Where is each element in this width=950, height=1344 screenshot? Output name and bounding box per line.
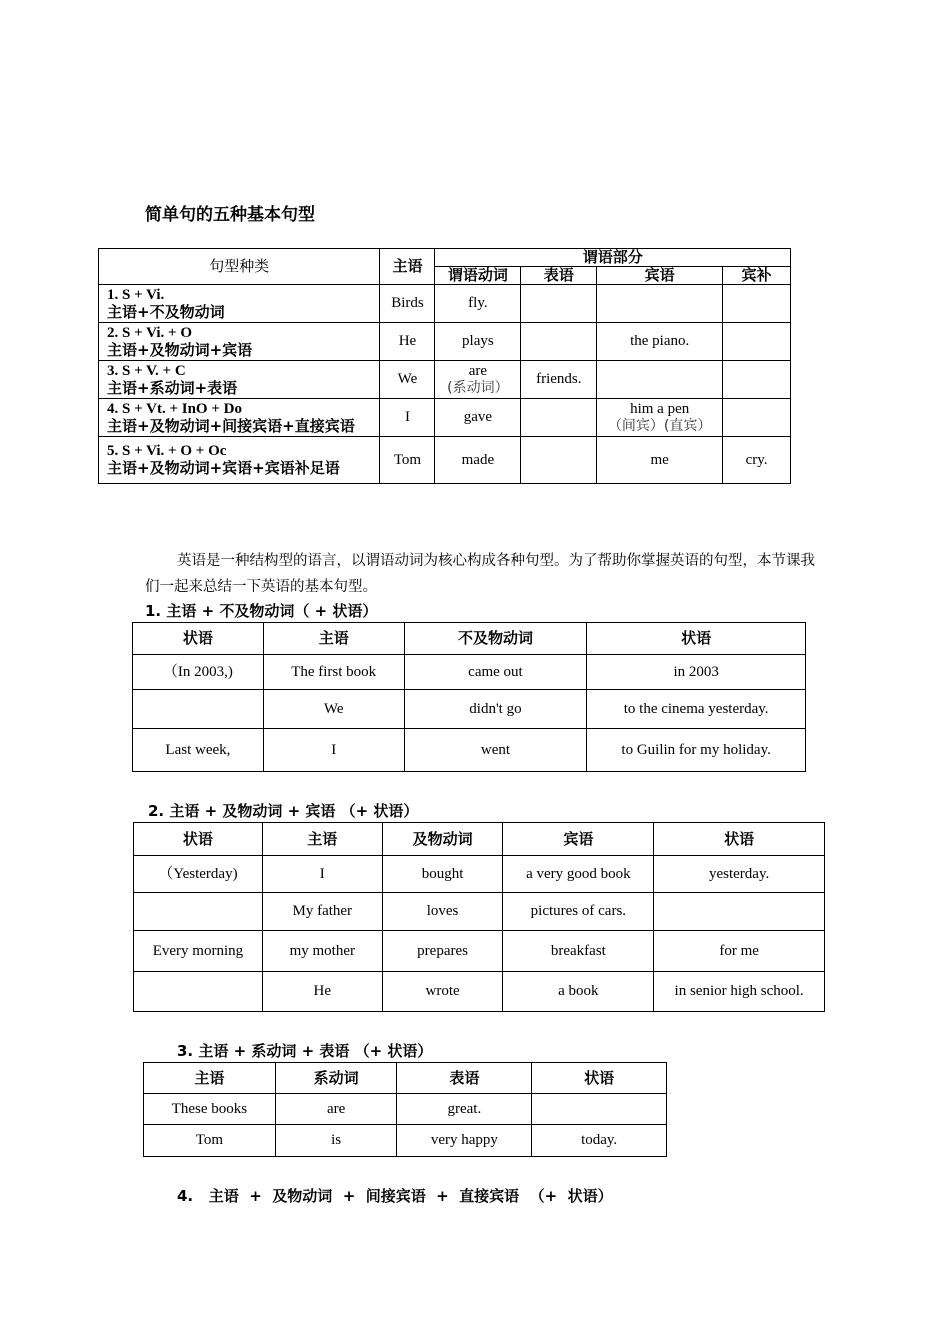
cell-object: me — [597, 437, 723, 484]
pattern-formula: 2. S + Vi. + O — [107, 324, 193, 341]
pattern-description: 主语+不及物动词 — [107, 302, 225, 321]
table-cell: in senior high school. — [654, 972, 825, 1012]
table-cell — [654, 893, 825, 931]
page-title: 简单句的五种基本句型 — [145, 205, 315, 225]
cell-object-note: （间宾）(直宾） — [607, 417, 712, 434]
column-header: 状语 — [654, 823, 825, 856]
table-cell: I — [263, 729, 404, 772]
column-header: 表语 — [397, 1063, 532, 1094]
pattern-formula: 3. S + V. + C — [107, 362, 186, 379]
header-complement: 宾补 — [723, 267, 791, 285]
cell-predicative — [521, 323, 597, 361]
cell-predicative — [521, 437, 597, 484]
cell-verb: gave — [435, 399, 521, 437]
table-row — [99, 361, 791, 399]
table-cell: We — [263, 690, 404, 729]
table-row — [133, 655, 806, 690]
header-predicate: 谓语部分 — [435, 249, 791, 267]
column-header: 主语 — [263, 623, 404, 655]
table-cell: pictures of cars. — [503, 893, 654, 931]
column-header: 状语 — [587, 623, 806, 655]
cell-verb: made — [435, 437, 521, 484]
pattern-description: 主语+及物动词+宾语+宾语补足语 — [107, 459, 340, 477]
table-cell: He — [262, 972, 382, 1012]
table-row — [99, 437, 791, 484]
column-header: 不及物动词 — [404, 623, 587, 655]
table-cell: （In 2003,) — [133, 655, 264, 690]
pattern-formula: 1. S + Vi. — [107, 286, 165, 303]
cell-object — [597, 361, 723, 399]
cell-object: him a pen — [630, 400, 690, 417]
table-cell: Tom — [144, 1125, 276, 1157]
table-row — [144, 1094, 667, 1125]
pattern-description: 主语+及物动词+宾语 — [107, 340, 253, 359]
table-cell: to the cinema yesterday. — [587, 690, 806, 729]
cell-subject: Tom — [380, 437, 435, 484]
header-verb: 谓语动词 — [435, 267, 521, 285]
table-cell: I — [262, 856, 382, 893]
cell-complement — [723, 323, 791, 361]
column-header: 状语 — [532, 1063, 667, 1094]
column-header: 及物动词 — [382, 823, 503, 856]
table-cell: （Yesterday) — [134, 856, 263, 893]
table-cell — [134, 972, 263, 1012]
table-cell: bought — [382, 856, 503, 893]
table-cell: my mother — [262, 931, 382, 972]
column-header: 状语 — [134, 823, 263, 856]
cell-subject: He — [380, 323, 435, 361]
table-cell: a very good book — [503, 856, 654, 893]
section3-heading: 3. 主语 + 系动词 + 表语 （+ 状语） — [177, 1042, 433, 1060]
table-row — [133, 690, 806, 729]
table-cell: came out — [404, 655, 587, 690]
table-cell: today. — [532, 1125, 667, 1157]
section2-heading: 2. 主语 + 及物动词 + 宾语 （+ 状语） — [148, 802, 419, 820]
table-cell — [134, 893, 263, 931]
pattern-description: 主语+及物动词+间接宾语+直接宾语 — [107, 416, 355, 435]
table-row — [99, 399, 791, 437]
section2-table — [133, 822, 825, 1012]
table-cell: for me — [654, 931, 825, 972]
cell-subject: Birds — [380, 285, 435, 323]
column-header: 主语 — [144, 1063, 276, 1094]
table-cell: went — [404, 729, 587, 772]
table-cell: to Guilin for my holiday. — [587, 729, 806, 772]
cell-object — [597, 285, 723, 323]
column-header: 宾语 — [503, 823, 654, 856]
section4-heading: 4. 主语 + 及物动词 + 间接宾语 + 直接宾语 （+ 状语） — [177, 1187, 613, 1205]
cell-subject: We — [380, 361, 435, 399]
cell-verb: are — [468, 362, 488, 379]
pattern-description: 主语+系动词+表语 — [107, 378, 238, 397]
header-pattern: 句型种类 — [99, 249, 380, 285]
pattern-formula: 4. S + Vt. + InO + Do — [107, 400, 242, 417]
table-cell: yesterday. — [654, 856, 825, 893]
table-cell — [133, 690, 264, 729]
cell-complement — [723, 399, 791, 437]
column-header: 状语 — [133, 623, 264, 655]
table-row — [99, 285, 791, 323]
table-cell: The first book — [263, 655, 404, 690]
table-row — [134, 893, 825, 931]
column-header: 系动词 — [275, 1063, 397, 1094]
table-row — [134, 972, 825, 1012]
table-cell: wrote — [382, 972, 503, 1012]
table-cell: are — [275, 1094, 397, 1125]
intro-paragraph: 英语是一种结构型的语言，以谓语动词为核心构成各种句型。为了帮助你掌握英语的句型，本节课我们一起来总结一下英语的基本句型。 — [145, 553, 815, 595]
table-row — [134, 931, 825, 972]
section1-table — [132, 622, 806, 772]
table-row — [134, 856, 825, 893]
header-predicative: 表语 — [521, 267, 597, 285]
table-cell — [532, 1094, 667, 1125]
sentence-pattern-table — [98, 248, 791, 484]
cell-complement: cry. — [723, 437, 791, 484]
header-object: 宾语 — [597, 267, 723, 285]
cell-verb: plays — [435, 323, 521, 361]
section3-table — [143, 1062, 667, 1157]
table-row — [133, 729, 806, 772]
table-cell: breakfast — [503, 931, 654, 972]
table-row — [99, 323, 791, 361]
table-cell: great. — [397, 1094, 532, 1125]
cell-verb: fly. — [435, 285, 521, 323]
table-cell: Last week, — [133, 729, 264, 772]
header-subject: 主语 — [380, 249, 435, 285]
table-cell: Every morning — [134, 931, 263, 972]
table-cell: a book — [503, 972, 654, 1012]
cell-predicative — [521, 399, 597, 437]
cell-predicative — [521, 285, 597, 323]
table-cell: prepares — [382, 931, 503, 972]
cell-subject: I — [380, 399, 435, 437]
pattern-formula: 5. S + Vi. + O + Oc — [107, 443, 227, 459]
table-cell: My father — [262, 893, 382, 931]
cell-object: the piano. — [597, 323, 723, 361]
cell-verb-note: (系动词） — [447, 379, 509, 396]
table-row — [144, 1125, 667, 1157]
cell-complement — [723, 361, 791, 399]
column-header: 主语 — [262, 823, 382, 856]
table-cell: loves — [382, 893, 503, 931]
cell-complement — [723, 285, 791, 323]
table-cell: is — [275, 1125, 397, 1157]
cell-predicative: friends. — [521, 361, 597, 399]
table-cell: didn't go — [404, 690, 587, 729]
table-cell: in 2003 — [587, 655, 806, 690]
table-cell: These books — [144, 1094, 276, 1125]
table-cell: very happy — [397, 1125, 532, 1157]
section1-heading: 1. 主语 + 不及物动词（ + 状语） — [145, 602, 378, 620]
